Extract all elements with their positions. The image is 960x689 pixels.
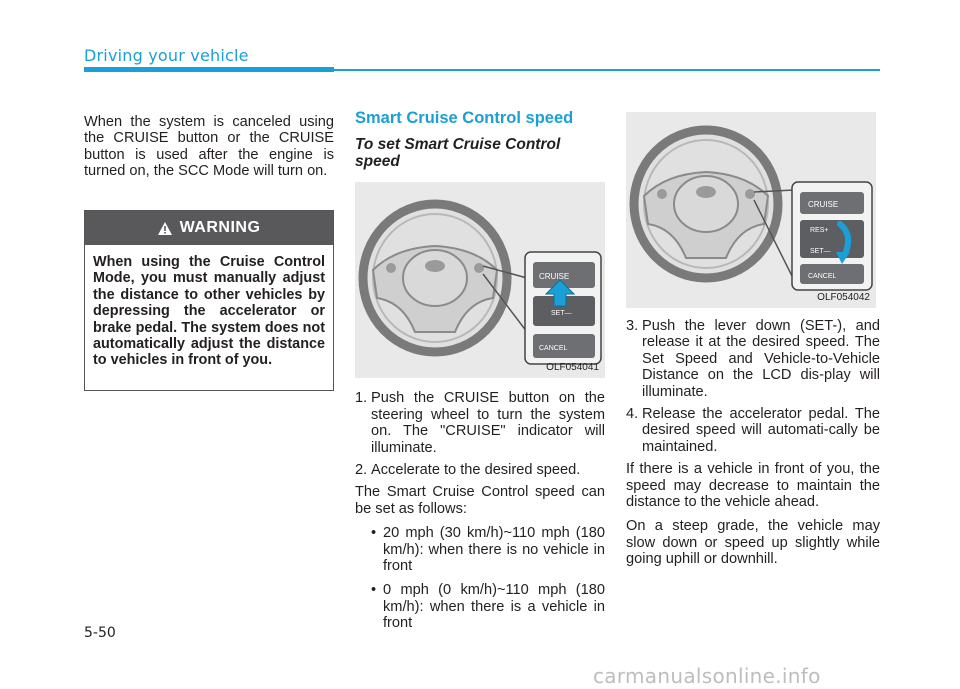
step-text: Accelerate to the desired speed. xyxy=(371,462,581,479)
step-number: 4. xyxy=(626,406,639,423)
watermark: carmanualsonline.info xyxy=(593,664,821,688)
column-1 xyxy=(84,114,334,188)
page-number: 5-50 xyxy=(84,625,116,641)
figure-code: OLF054041 xyxy=(546,362,599,373)
column-2 xyxy=(355,110,605,640)
cruise-button-label: CRUISE xyxy=(808,200,839,209)
warning-box xyxy=(84,210,334,391)
warning-title: WARNING xyxy=(179,219,261,236)
set-label: SET— xyxy=(810,248,831,255)
intro-paragraph: When the system is canceled using the CRUISE button or the CRUISE button is used after the engine is turned on, the SCC Mode will turn on. xyxy=(84,114,334,180)
section-header: Driving your vehicle xyxy=(84,46,249,65)
step-2-detail: The Smart Cruise Control speed can be set as follows: xyxy=(355,484,605,517)
step-number: 2. xyxy=(355,462,368,479)
step-text: Push the lever down (SET-), and release it at the desired speed. The Set Speed and Vehicle-to-Vehicle Distance on the LCD dis-play will illuminate. xyxy=(642,318,880,400)
step-3 xyxy=(626,318,880,400)
step-4 xyxy=(626,406,880,455)
section-heading: Smart Cruise Control speed xyxy=(355,109,574,127)
bullet-item xyxy=(371,525,605,574)
step-1 xyxy=(355,390,605,456)
bullet-item xyxy=(371,582,605,631)
cancel-label: CANCEL xyxy=(539,345,568,353)
res-label: RES+ xyxy=(810,227,829,234)
header-rule-thin xyxy=(334,69,880,71)
bullet-text: 0 mph (0 km/h)~110 mph (180 km/h): when there is a vehicle in front xyxy=(383,582,605,632)
paragraph: If there is a vehicle in front of you, the speed may decrease to maintain the distance to the vehicle ahead. xyxy=(626,461,880,511)
bullet-dot-icon: • xyxy=(371,582,377,599)
set-label: SET— xyxy=(551,310,572,318)
cruise-button-label: CRUISE xyxy=(539,272,570,282)
steering-wheel-illustration xyxy=(355,182,605,378)
header-rule-thick xyxy=(84,67,334,72)
column-3 xyxy=(626,112,880,576)
sub-heading: To set Smart Cruise Control speed xyxy=(355,136,561,171)
step-number: 3. xyxy=(626,318,639,334)
steering-wheel-figure-1 xyxy=(355,182,605,378)
figure-code: OLF054042 xyxy=(817,291,870,303)
cancel-label: CANCEL xyxy=(808,273,837,280)
steering-wheel-illustration xyxy=(626,112,876,308)
bullet-text: 20 mph (30 km/h)~110 mph (180 km/h): when there is no vehicle in front xyxy=(383,525,605,575)
bullet-dot-icon: • xyxy=(371,525,377,542)
steering-wheel-figure-2 xyxy=(626,112,876,308)
warning-body: When using the Cruise Control Mode, you must manually adjust the distance to other vehicles by depressing the accelerator or brake pedal. The system does not automatically adjust the distance to vehicles in front of you. xyxy=(93,254,325,369)
step-2 xyxy=(355,462,605,478)
step-text: Release the accelerator pedal. The desired speed will automati-cally be maintained. xyxy=(642,406,880,455)
step-number: 1. xyxy=(355,390,368,407)
paragraph: On a steep grade, the vehicle may slow down or speed up slightly while going uphill or downhill. xyxy=(626,518,880,568)
warning-triangle-icon xyxy=(158,222,172,235)
step-text: Push the CRUISE button on the steering wheel to turn the system on. The "CRUISE" indicator will illuminate. xyxy=(371,390,605,456)
warning-header xyxy=(85,211,333,245)
